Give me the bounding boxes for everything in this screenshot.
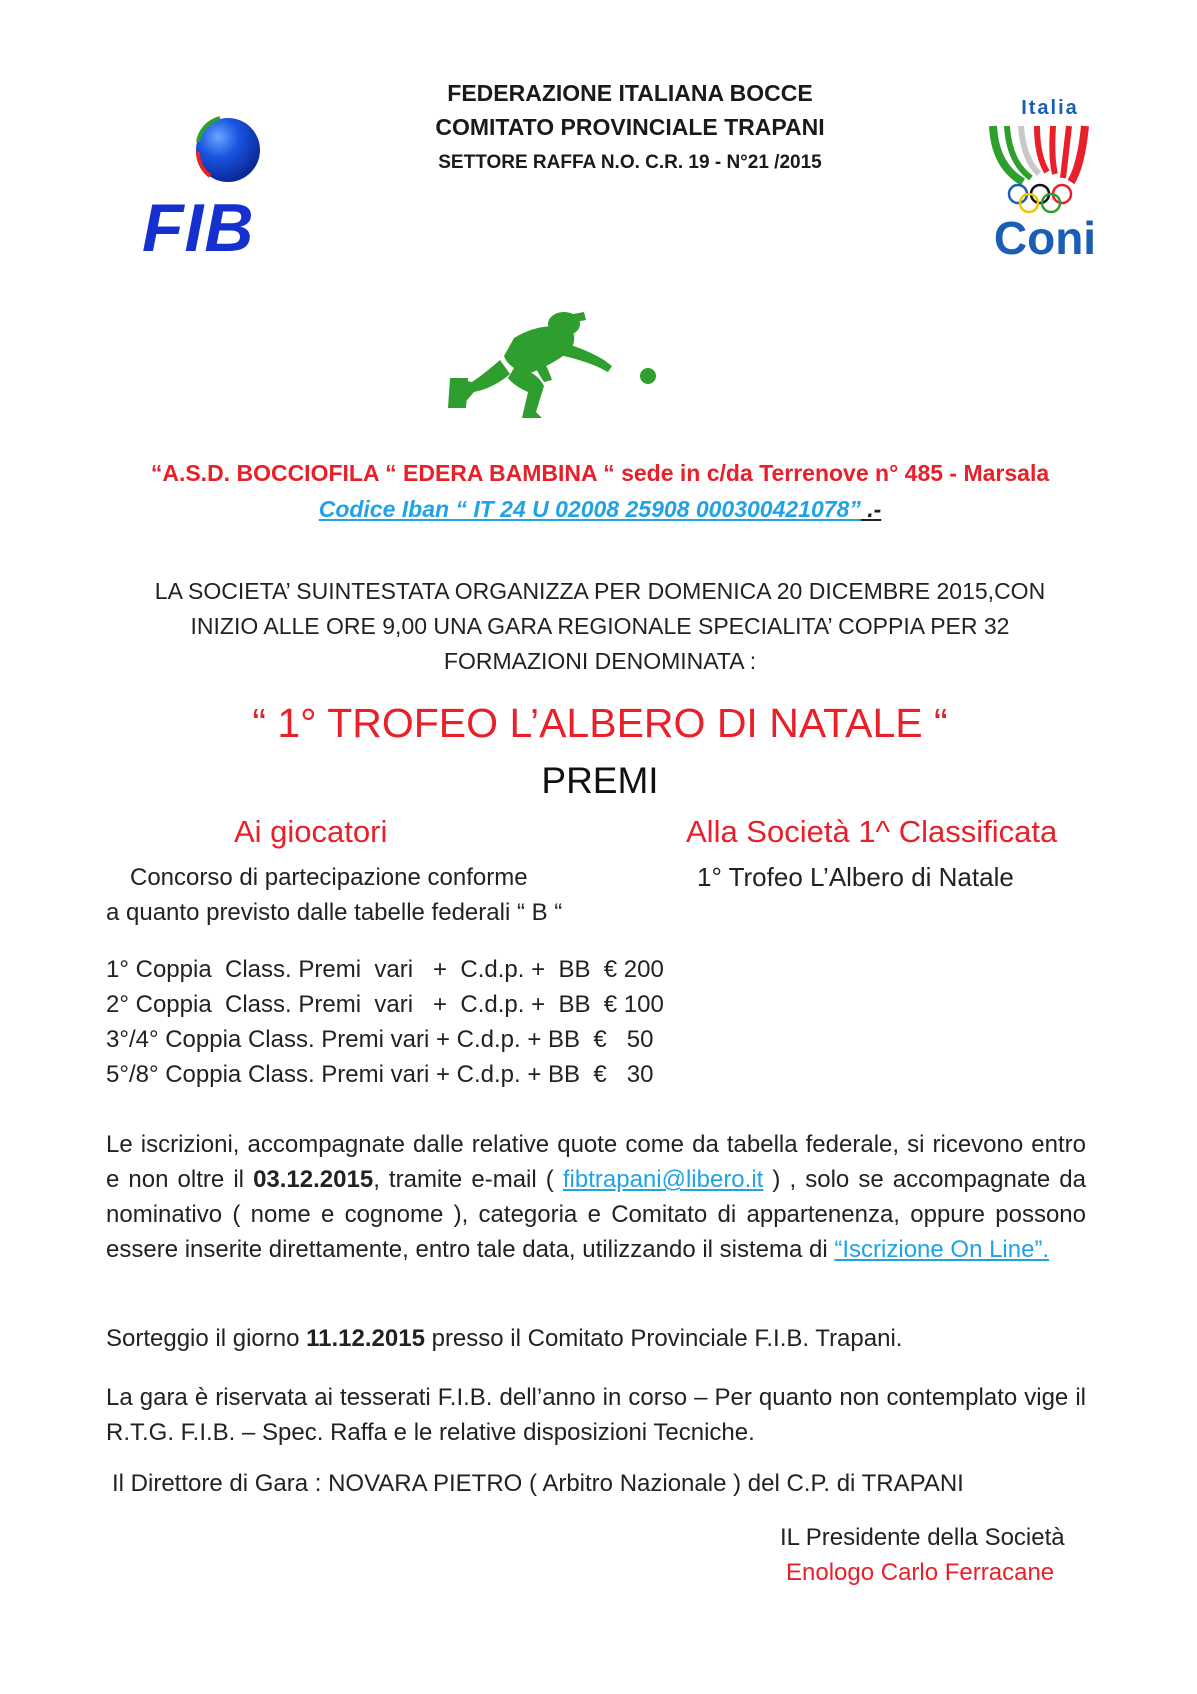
players-prizes-heading: Ai giocatori [234,814,388,849]
coni-olympic-rings-icon [985,96,1115,296]
registration-paragraph [106,1127,1086,1267]
reserved-paragraph: La gara è riservata ai tesserati F.I.B. dell’anno in corso – Per quanto non contemplato vige il R.T.G. F.I.B. – Spec. Raffa e le relative disposizioni Tecniche. [106,1384,1086,1446]
race-director: Il Direttore di Gara : NOVARA PIETRO ( Arbitro Nazionale ) del C.P. di TRAPANI [112,1470,964,1497]
iban-link[interactable]: Codice Iban “ IT 24 U 02008 25908 000300421078” [318,496,861,522]
signature-name: Enologo Carlo Ferracane [786,1559,1055,1586]
society-prize: 1° Trofeo L’Albero di Natale [697,862,1014,892]
prize-row: 5°/8° Coppia Class. Premi vari + C.d.p. + BB € 30 [106,1061,654,1088]
header-sector: SETTORE RAFFA N.O. C.R. 19 - N°21 /2015 [438,152,822,173]
fib-logo-text: FIB [142,190,255,266]
coni-top-text: Italia [1021,97,1079,119]
club-title: “A.S.D. BOCCIOFILA “ EDERA BAMBINA “ sede in c/da Terrenove n° 485 - Marsala [150,460,1050,486]
trophy-title: “ 1° TROFEO L’ALBERO DI NATALE “ [252,700,948,746]
players-prize-description-1: Concorso di partecipazione conforme [130,864,528,891]
signature-title: IL Presidente della Società [780,1524,1065,1551]
iban-tail: .- [860,496,882,522]
draw-text-2: presso il Comitato Provinciale F.I.B. Trapani. [424,1325,903,1352]
prize-row: 1° Coppia Class. Premi vari + C.d.p. + BB € 200 [106,956,664,983]
registration-text-2: , tramite e-mail ( [373,1166,563,1193]
prize-row: 2° Coppia Class. Premi vari + C.d.p. + BB € 100 [106,991,664,1018]
registration-text-3: ) , solo se accompagnate da nominativo ( nome e cognome ), categoria e Comitato di appartenenza, oppure possono essere inserite direttamente, entro tale data, utilizzando il sistema di [106,1166,1086,1263]
society-prize-heading: Alla Società 1^ Classificata [686,814,1058,849]
intro-line-3: FORMAZIONI DENOMINATA : [443,648,757,674]
players-prize-description-2: a quanto previsto dalle tabelle federali “ B “ [106,899,563,926]
bocce-player-silhouette-icon [444,308,704,438]
bocce-ball-small-icon [640,368,656,384]
header-committee: COMITATO PROVINCIALE TRAPANI [435,114,825,140]
online-registration-link[interactable]: “Iscrizione On Line”. [834,1236,1050,1263]
iban-line [60,496,1140,523]
email-link[interactable]: fibtrapani@libero.it [562,1166,764,1193]
registration-text-1: Le iscrizioni, accompagnate dalle relative quote come da tabella federale, si ricevono entro e non oltre il [106,1131,1086,1193]
bocce-ball-icon [190,112,262,184]
coni-bottom-text: Coni [993,212,1097,264]
header-federation: FEDERAZIONE ITALIANA BOCCE [447,80,813,106]
registration-deadline: 03.12.2015 [253,1166,374,1193]
prizes-heading: PREMI [541,760,659,801]
draw-line [106,1325,902,1353]
draw-text-1: Sorteggio il giorno [106,1325,307,1352]
draw-date: 11.12.2015 [306,1325,425,1352]
intro-line-1: LA SOCIETA’ SUINTESTATA ORGANIZZA PER DOMENICA 20 DICEMBRE 2015,CON [154,578,1046,604]
prize-row: 3°/4° Coppia Class. Premi vari + C.d.p. + BB € 50 [106,1026,654,1053]
intro-line-2: INIZIO ALLE ORE 9,00 UNA GARA REGIONALE SPECIALITA’ COPPIA PER 32 [190,613,1010,639]
